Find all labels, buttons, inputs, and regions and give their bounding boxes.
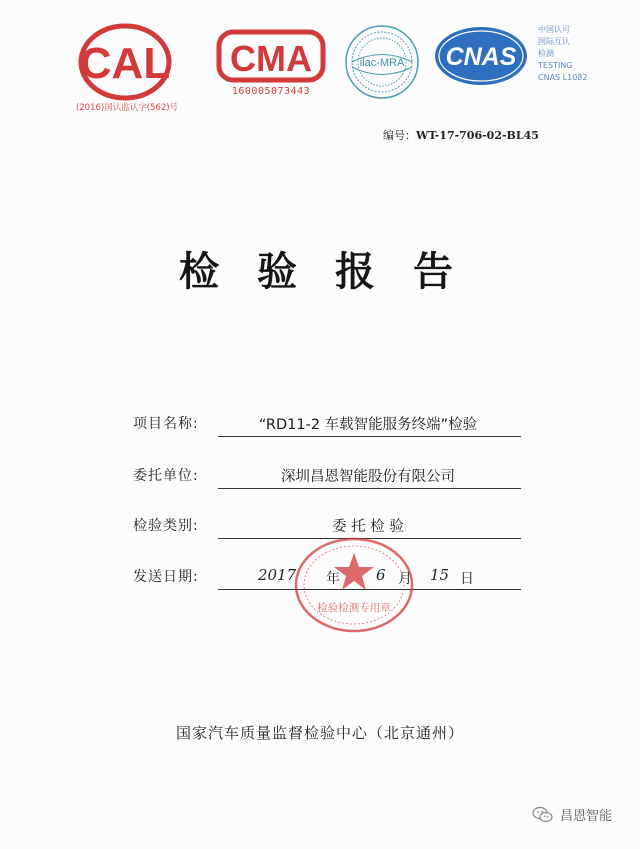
cnas-mark: CNAS (445, 43, 517, 71)
wechat-watermark (532, 805, 612, 824)
field-project-name (133, 413, 533, 437)
underline (218, 488, 521, 489)
cnas-line: TESTING (538, 61, 573, 70)
seal-star-icon (334, 553, 374, 590)
cnas-accreditation-text (538, 24, 628, 84)
cnas-line: 中国认可 (538, 25, 570, 34)
date-day-unit: 日 (460, 571, 474, 587)
cal-caption: (2016)国认监认字(562)号 (75, 103, 179, 113)
cma-number: 160005073443 (231, 86, 311, 97)
underline (218, 436, 521, 437)
issuing-organization: 国家汽车质量监督检验中心（北京通州） (175, 724, 464, 742)
field-value: 深圳昌恩智能股份有限公司 (281, 469, 455, 485)
report-number (383, 127, 539, 143)
cal-logo (78, 22, 173, 102)
report-number-value: WT-17-706-02-BL45 (416, 129, 539, 142)
cma-mark: CMA (230, 38, 312, 79)
ilac-mra-logo (342, 22, 422, 102)
seal-text: 检验检测专用章 (317, 602, 391, 614)
field-label: 检验类别: (133, 518, 199, 534)
field-client (133, 465, 533, 489)
cal-mark: CAL (79, 39, 171, 88)
cnas-line: 检测 (538, 49, 554, 58)
ilac-mark: ilac-MRA (359, 57, 405, 69)
watermark-text: 昌恩智能 (560, 809, 613, 824)
wechat-icon (532, 806, 554, 824)
cma-logo (215, 28, 327, 90)
page-title: 检验报告 (179, 248, 491, 295)
field-label: 发送日期: (133, 569, 199, 585)
field-label: 委托单位: (133, 468, 199, 484)
date-year-unit: 年 (326, 571, 340, 587)
cnas-line: CNAS L1082 (538, 73, 588, 82)
report-number-label: 编号： (383, 129, 416, 142)
field-value: 委 托 检 验 (332, 519, 404, 535)
field-value: “RD11-2 车载智能服务终端”检验 (258, 417, 478, 433)
cnas-line: 国际互认 (538, 37, 570, 46)
cnas-logo (432, 24, 530, 88)
date-month: 6 (376, 566, 386, 584)
field-label: 项目名称: (133, 416, 199, 432)
date-month-unit: 月 (398, 571, 412, 587)
date-day: 15 (430, 566, 450, 584)
official-seal (293, 535, 415, 635)
date-year: 2017 (258, 566, 297, 584)
